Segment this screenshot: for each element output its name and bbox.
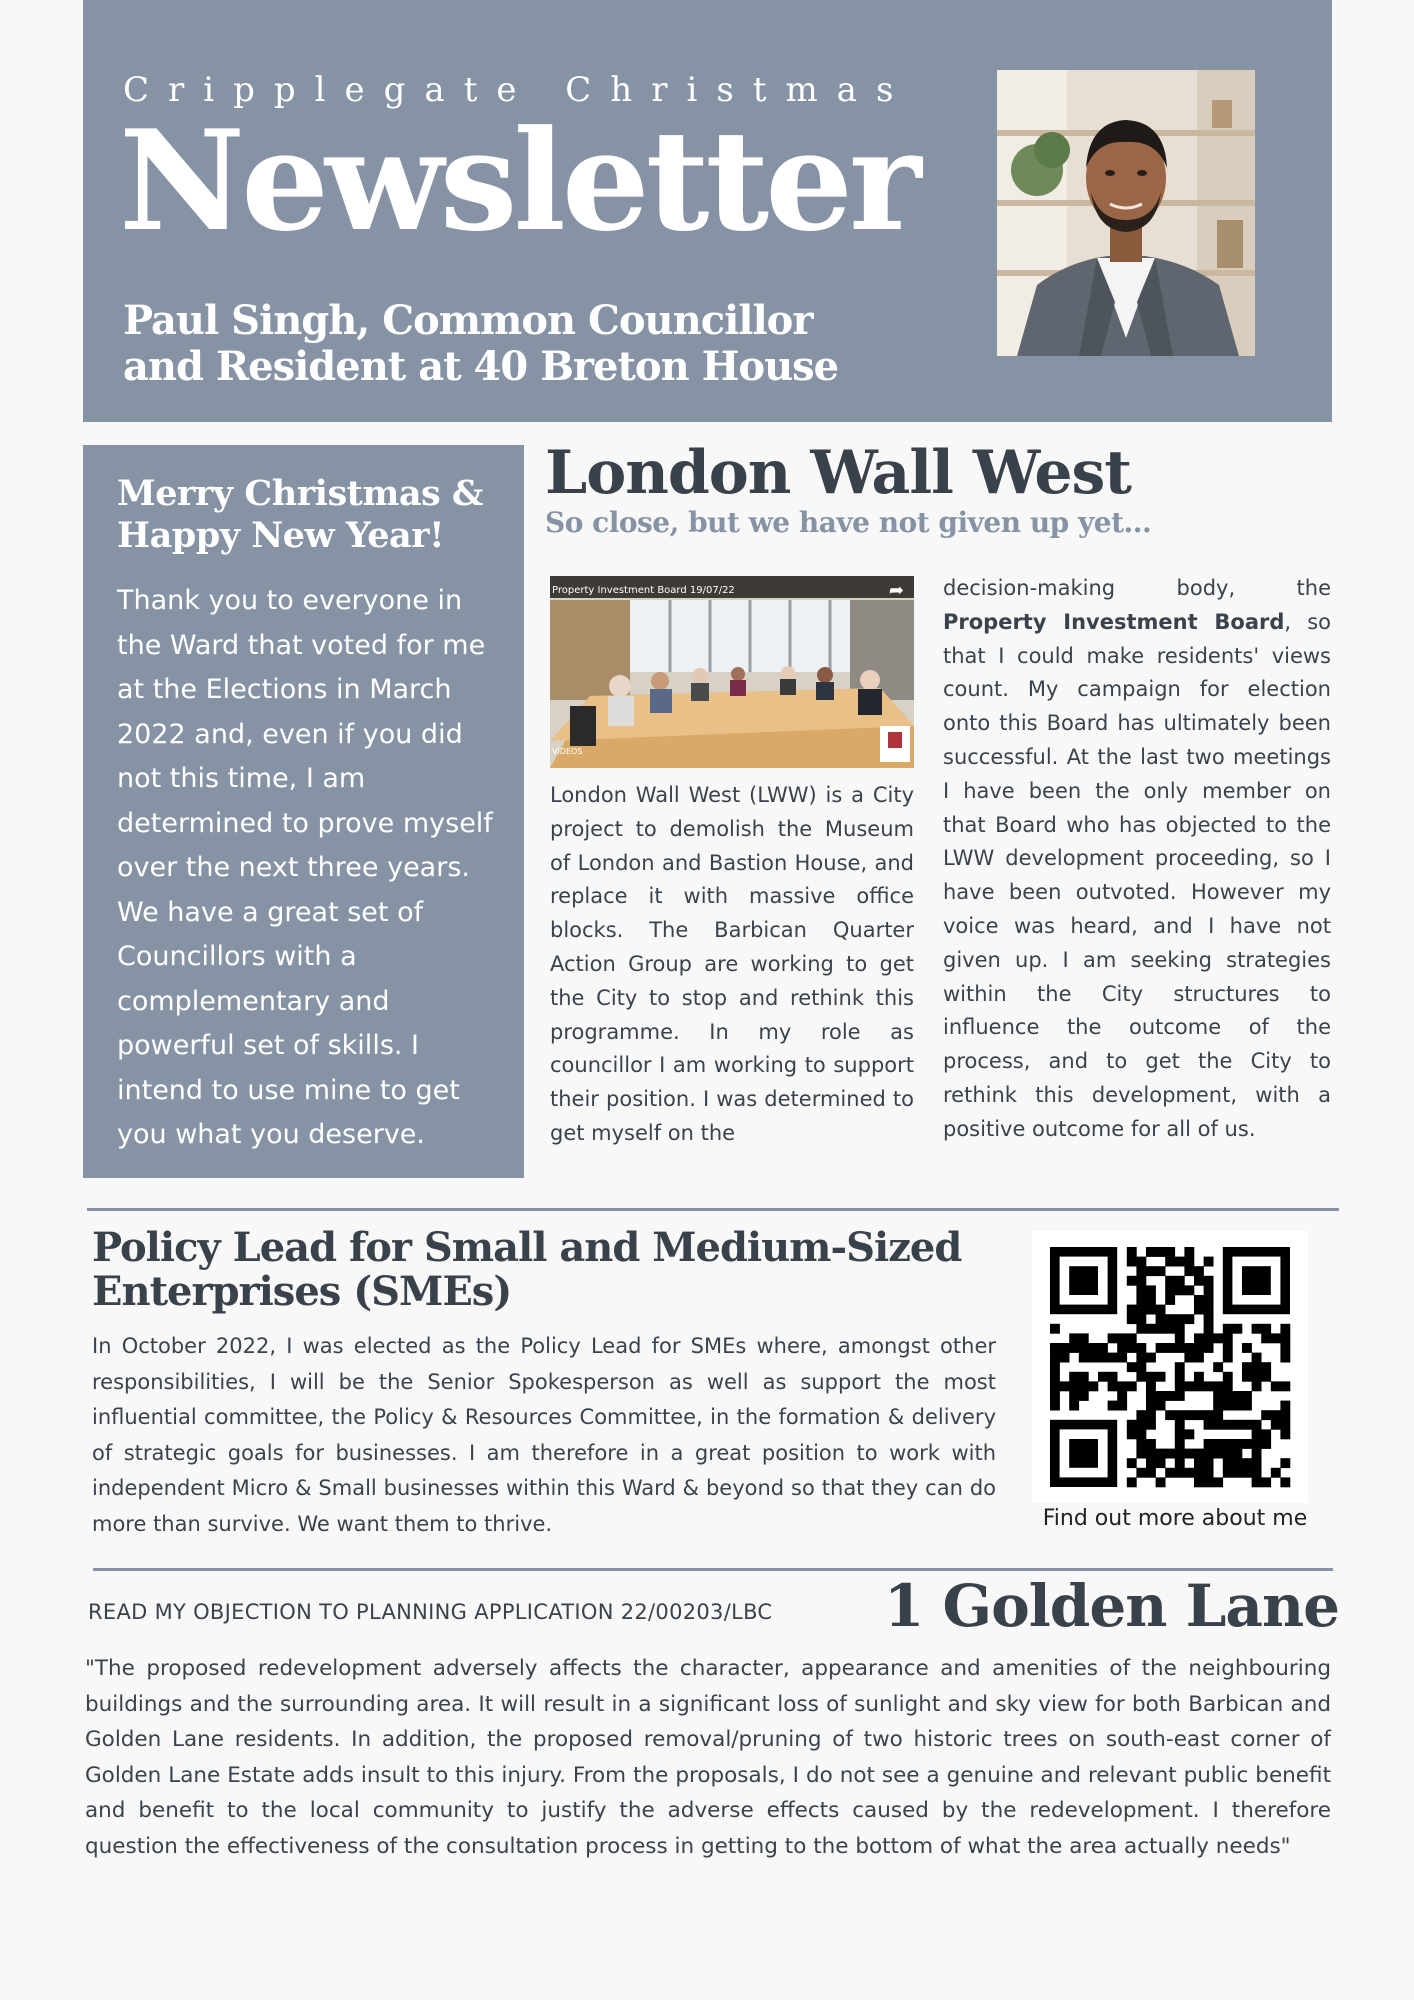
golden-lane-title: 1 Golden Lane	[884, 1572, 1340, 1640]
lww-column-1: London Wall West (LWW) is a City project to demolish the Museum of London and Bastion House, and replace it with massive office blocks. The Barbican Quarter Action Group are working to get the City to stop and rethink this programme. In my role as councillor I am working to support their position. I was determined to get myself on the	[550, 783, 914, 1145]
video-thumbnail[interactable]	[550, 576, 914, 768]
lww-col2-text-start: decision-making body, the	[943, 576, 1331, 600]
section-divider-2	[93, 1568, 1333, 1571]
newsletter-title: Newsletter	[119, 99, 918, 262]
sme-body: In October 2022, I was elected as the Policy Lead for SMEs where, amongst other responsibilities, I will be the Senior Spokesperson as well as support the most influential committee, the Policy & Resources Committee, in the formation & delivery of strategic goals for businesses. I am therefore in a great position to work with independent Micro & Small businesses within this Ward & beyond so that they can do more than survive. We want them to thrive.	[92, 1334, 996, 1536]
lww-subtitle: So close, but we have not given up yet...	[545, 506, 1152, 539]
objection-link[interactable]: READ MY OBJECTION TO PLANNING APPLICATION 22/00203/LBC	[88, 1600, 773, 1624]
qr-caption[interactable]: Find out more about me	[1042, 1506, 1308, 1531]
objection-quote: "The proposed redevelopment adversely affects the character, appearance and amenities of the neighbouring buildings and the surrounding area. It will result in a significant loss of sunlight and sky view for both Barbican and Golden Lane residents. In addition, the proposed removal/pruning of two historic trees on south-east corner of Golden Lane Estate adds insult to this injury. From the proposals, I do not see a genuine and relevant public benefit and benefit to the local community to justify the adverse effects caused by the redevelopment. I therefore question the effectiveness of the consultation process in getting to the bottom of what the area actually needs"	[85, 1656, 1331, 1859]
sme-title: Policy Lead for Small and Medium-Sized Enterprises (SMEs)	[92, 1224, 962, 1315]
video-tag: VIDEOS	[552, 747, 583, 756]
newsletter-kicker: Cripplegate Christmas	[123, 70, 913, 110]
greeting-panel	[83, 445, 524, 1178]
author-byline: Paul Singh, Common Councillor and Resident at 40 Breton House	[123, 297, 839, 390]
greeting-title: Merry Christmas & Happy New Year!	[117, 473, 484, 556]
masthead-banner	[83, 0, 1332, 422]
lww-column-2	[943, 572, 1331, 1147]
property-investment-board-bold: Property Investment Board	[943, 609, 1285, 634]
video-title: Property Investment Board 19/07/22	[552, 585, 735, 596]
greeting-body: Thank you to everyone in the Ward that voted for me at the Elections in March 2022 and, even if you did not this time, I am determined to prove myself over the next three years. We have a great set of Councillors with a complementary and powerful set of skills. I intend to use mine to get you what you deserve.	[117, 585, 493, 1150]
lww-title: London Wall West	[545, 438, 1131, 508]
lww-col2-text-end: , so that I could make residents' views count. My campaign for election onto this Board has ultimately been successful. At the last two meetings I have been the only member on that Board who has objected to the LWW development proceeding, so I have been outvoted. However my voice was heard, and I have not given up. I am seeking strategies within the City structures to influence the outcome of the process, and to get the City to rethink this development, with a positive outcome for all of us.	[943, 609, 1331, 1141]
qr-code[interactable]	[1032, 1231, 1308, 1503]
section-divider-1	[87, 1208, 1339, 1211]
share-icon[interactable]: ➦	[888, 580, 904, 601]
author-portrait	[997, 70, 1255, 356]
